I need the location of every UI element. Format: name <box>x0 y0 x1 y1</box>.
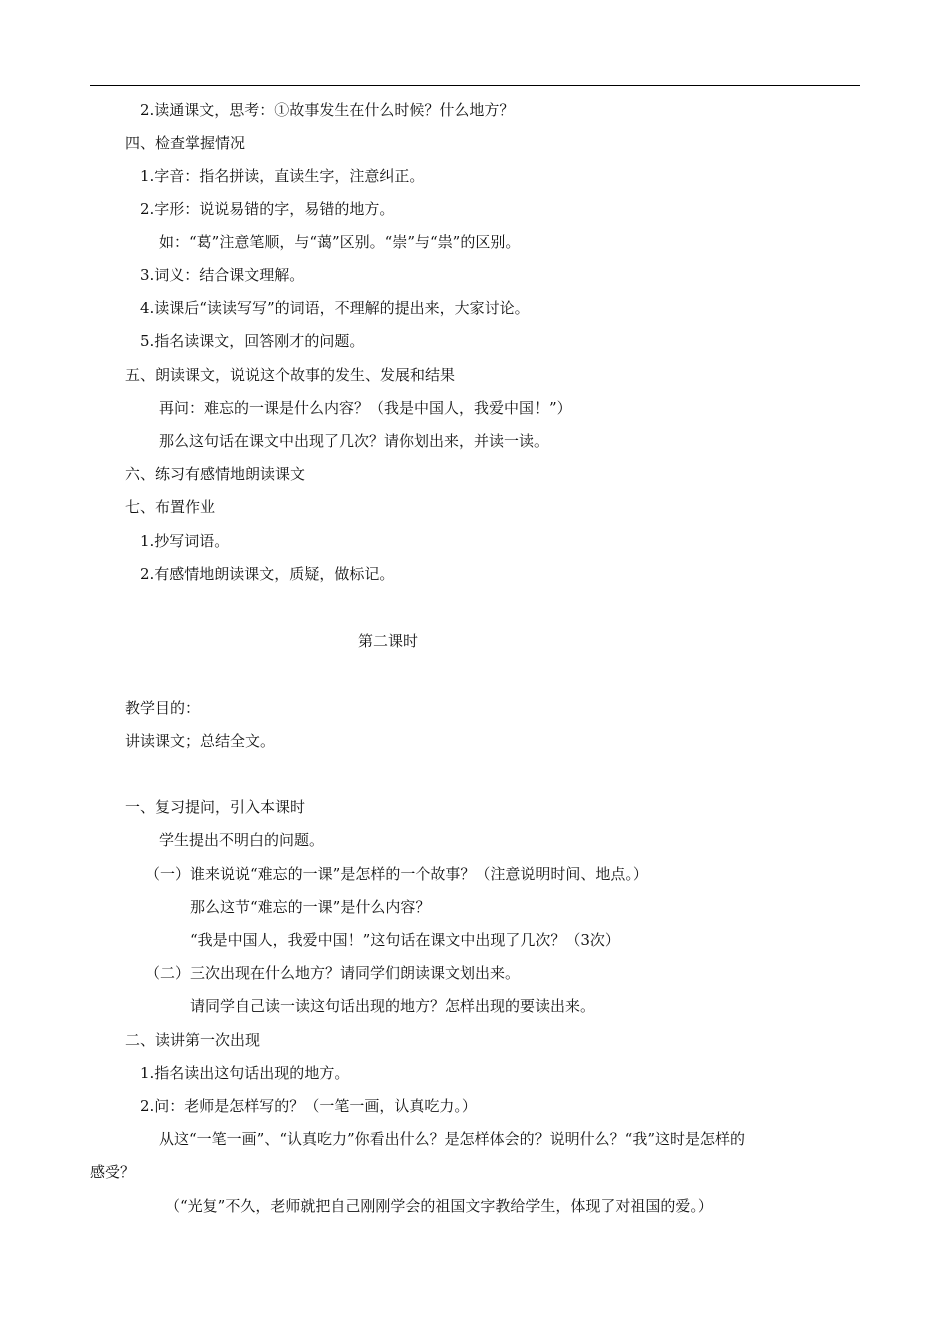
text-line: （一）谁来说说“难忘的一课”是怎样的一个故事？（注意说明时间、地点。） <box>145 865 648 883</box>
text-line: 感受？ <box>90 1163 136 1181</box>
section-heading: 二、读讲第一次出现 <box>125 1031 261 1049</box>
text-line: 如：“葛”注意笔顺，与“蔼”区别。“崇”与“祟”的区别。 <box>159 233 521 251</box>
text-line: 那么这句话在课文中出现了几次？请你划出来，并读一读。 <box>159 432 550 450</box>
section-heading: 四、检查掌握情况 <box>125 134 246 152</box>
section-heading: 七、布置作业 <box>125 498 216 516</box>
text-line: 2.字形：说说易错的字，易错的地方。 <box>140 200 395 218</box>
text-line: 讲读课文；总结全文。 <box>125 732 276 750</box>
text-line: 1.指名读出这句话出现的地方。 <box>140 1064 350 1082</box>
section-heading: 一、复习提问，引入本课时 <box>125 798 306 816</box>
lesson-title: 第二课时 <box>358 632 419 650</box>
text-line: 4.读课后“读读写写”的词语，不理解的提出来，大家讨论。 <box>140 299 530 317</box>
text-line: （二）三次出现在什么地方？请同学们朗读课文划出来。 <box>145 964 521 982</box>
section-heading: 教学目的： <box>125 699 201 717</box>
text-line: 请同学自己读一读这句话出现的地方？怎样出现的要读出来。 <box>190 997 596 1015</box>
text-line: 再问：难忘的一课是什么内容？（我是中国人，我爱中国！”） <box>159 399 572 417</box>
text-line: （“光复”不久，老师就把自己刚刚学会的祖国文字教给学生，体现了对祖国的爱。） <box>165 1197 713 1215</box>
text-line: 5.指名读课文，回答刚才的问题。 <box>140 332 365 350</box>
text-line: 2.问：老师是怎样写的？（一笔一画，认真吃力。） <box>140 1097 477 1115</box>
section-heading: 六、练习有感情地朗读课文 <box>125 465 306 483</box>
text-line: 1.抄写词语。 <box>140 532 230 550</box>
text-line: 2.读通课文，思考：①故事发生在什么时候？什么地方？ <box>140 101 515 119</box>
text-line: 学生提出不明白的问题。 <box>159 831 325 849</box>
text-line: 3.词义：结合课文理解。 <box>140 266 305 284</box>
section-heading: 五、朗读课文，说说这个故事的发生、发展和结果 <box>125 366 456 384</box>
text-line: 那么这节“难忘的一课”是什么内容？ <box>190 898 431 916</box>
text-line: 1.字音：指名拼读，直读生字，注意纠正。 <box>140 167 425 185</box>
header-rule <box>90 85 860 86</box>
text-line: 2.有感情地朗读课文，质疑，做标记。 <box>140 565 395 583</box>
text-line: “我是中国人，我爱中国！”这句话在课文中出现了几次？（3次） <box>190 931 620 949</box>
text-line: 从这“一笔一画”、“认真吃力”你看出什么？是怎样体会的？说明什么？“我”这时是怎样的 <box>159 1130 746 1148</box>
